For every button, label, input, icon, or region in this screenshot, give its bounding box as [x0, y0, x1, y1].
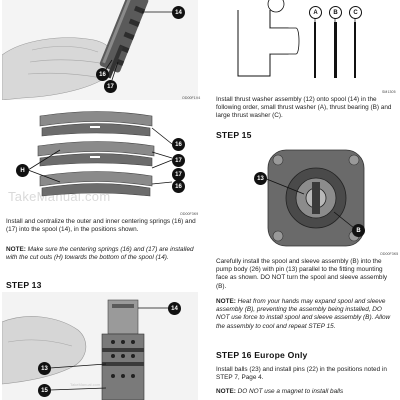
figure-code: OD00F3K9: [180, 212, 199, 216]
step-15-heading: STEP 15: [216, 130, 252, 140]
figure-code: OD00F1V4: [182, 96, 201, 100]
note-label: NOTE:: [216, 388, 236, 395]
paragraph-balls-pins: Install balls (23) and install pins (22) in the positions noted in STEP 7, Page 4.: [216, 366, 387, 382]
callout-16: 16: [172, 138, 185, 151]
spool-hand-illustration: [2, 0, 201, 100]
callout-b: B: [352, 224, 365, 237]
callout-17: 17: [104, 80, 117, 93]
paragraph-thrust-washer: Install thrust washer assembly (12) onto spool (14) in the following order, small thrust washer (A), thrust bearing (B) and large thrust washer (C).: [216, 96, 392, 120]
callout-16: 16: [96, 68, 109, 81]
callout-14: 14: [172, 6, 185, 19]
photo-spool-in-hand: [2, 0, 201, 100]
callout-16: 16: [172, 180, 185, 193]
note-text: Heat from your hands may expand spool and sleeve assembly (B), preventing the assembly being installed, DO NOT use force to install spool and sleeve assembly (B). Allow the assembly to cool and repeat STEP 15.: [216, 298, 391, 330]
watermark-small: TakeManual.com: [70, 382, 101, 387]
figure-code: SM1305: [382, 90, 396, 94]
drawing-thrust-washer: [210, 0, 400, 88]
callout-b: B: [329, 6, 342, 19]
photo-pump-body: [254, 142, 378, 252]
figure-code: OD00F3K5: [380, 252, 399, 256]
note-text: Make sure the centering springs (16) and (17) are installed with the cut outs (H) towards the bottom of the spool (14).: [6, 246, 194, 262]
note-label: NOTE:: [216, 298, 236, 305]
step-16-heading: STEP 16 Europe Only: [216, 350, 308, 360]
thrust-washer-drawing: [210, 0, 400, 88]
step-13-heading: STEP 13: [6, 280, 42, 290]
note-text: DO NOT use a magnet to install balls: [235, 388, 344, 395]
right-column: [210, 0, 400, 400]
callout-13: 13: [38, 362, 51, 375]
note-heat: [216, 298, 396, 331]
note-label: NOTE:: [6, 246, 26, 253]
callout-h: H: [16, 164, 29, 177]
callout-15: 15: [38, 384, 51, 397]
callout-a: A: [309, 6, 322, 19]
callout-c: C: [349, 6, 362, 19]
paragraph-spool-sleeve: Carefully install the spool and sleeve assembly (B) into the pump body (26) with pin (13) parallel to the fitting mounting face as shown. DO NOT turn the spool and sleeve assembly (B).: [216, 258, 388, 290]
callout-14: 14: [168, 302, 181, 315]
callout-13: 13: [254, 172, 267, 185]
callout-17: 17: [172, 168, 185, 181]
note-centering-springs: [6, 246, 196, 262]
watermark: TakeManual.com: [8, 189, 111, 204]
callout-17: 17: [172, 154, 185, 167]
paragraph-centering-springs: Install and centralize the outer and inner centering springs (16) and (17) into the spool (14), in the positions shown.: [6, 218, 196, 234]
note-magnet: [216, 388, 396, 396]
